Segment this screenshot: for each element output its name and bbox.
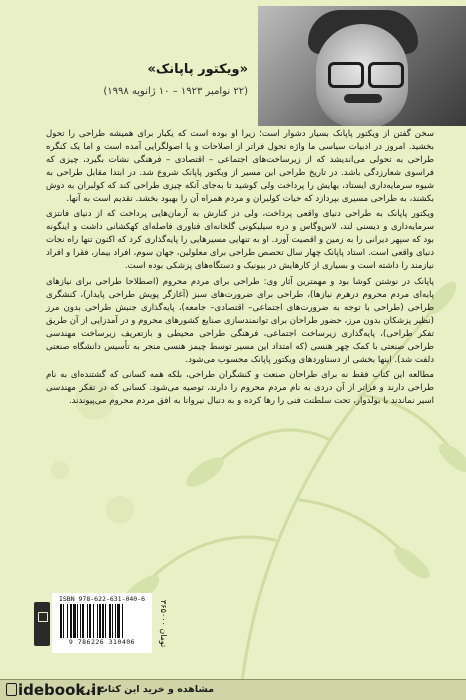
isbn-text: ISBN 978-622-631-040-6 — [58, 595, 146, 603]
footer-tagline: مشاهده و خرید این کتاب در: — [80, 684, 214, 695]
footer-bar — [0, 679, 466, 700]
barcode — [52, 593, 152, 653]
description-paragraph-3: پاپانک در نوشتن کوشا بود و مهمترین آثار وی: طراحی برای مردم محروم (اصطلاحا طراحی برای نیازهای پایه‌ای مردم محروم درهرم نیازها)، طراحی برای ضرورت‌های سبز (آغازگر پویش طراحی پایدار)، کنشگری طراحی (طراحی با توجه به ضرورت‌های اجتماعی– اقتصادی– جامعه)، پایه‌گذاری جنبش طراحی بدون مرز (نظیر پزشکان بدون مرز، حضور طراحان برای توانمندسازی صنایع کشورهای محروم و در آمدزایی از آن طریق تفکر طراحی)، پایه‌گذاری زیرساخت اجتماعی، فرهنگی طراحی محیطی و بازتعریف زیرساخت مهندسی طراحی صنعتی با کمک چهر هنسی (که امتداد این مسیر توسط چیمز هنسی منجر به تأسیس دانشگاه صنعتی دلفت شد). اینها بخشی از دستاوردهای ویکتور پاپانک محسوب می‌شود. — [46, 276, 434, 365]
barcode-bars — [58, 604, 146, 638]
site-name-text: idebook.ir — [18, 681, 104, 699]
author-dates: (۲۲ نوامبر ۱۹۲۳ – ۱۰ ژانویه ۱۹۹۸) — [103, 86, 248, 97]
publisher-logo — [34, 602, 50, 646]
price-label: ۳۶۵۰۰۰ تومان — [159, 600, 168, 648]
description-paragraph-2: ویکتور پاپانک به طراحی دنیای واقعی پرداخت، ولی در کنارش به آرمان‌هایی پرداخت که از دنیای فانتزی سرمایه‌داری و دیسنی لند، لاس‌وگاس و دره سیلیکونی گلخانه‌ای فناوری فاصله‌ای کهکشانی داشت و اینگونه بود که سپهر دیرانی را به زمین و اقصیت آورد. او به تنهایی مسیرهایی را پایه‌گذاری کرد که اکنون تنها راه نجات دنیای واقعی است. استاد پاپانک چهار سال تحصص طراحی برای معلولین، جهان سوم، افراد بیمار، فقرا و افراد نیازمند را داشته است و بسیاری از کارهایش در بیونیک و دستگاه‌های پزشکی بوده است. — [46, 209, 434, 272]
barcode-digits: 9 786226 310406 — [68, 638, 136, 646]
description-paragraph-1: سخن گفتن از ویکتور پاپانک بسیار دشوار است؛ زیرا او بوده است که یکبار برای همیشه طراحی را تحول بخشید. امروز در ادبیات سیاسی ما واژه تحول فراتر از اصلاحات و یا اصولگرایی آمده است و اما یک کنگره طراحی به تحولی می‌اندیشد که از زیرساخت‌های اجتماعی – اقتصادی – فرهنگی نشات بگیرد، چیزی که فراسوی شعارزدگی باشد. در تاریخ طراحی این مسیر از ویکتور پاپانک شروع شد. در ابتدا مقابل طراحی به شیوه سرمایه‌داری ایستاد، بهایش را پرداخت ولی کوشید تا به‌جای آنکه چیزی طراحی کند که کولبران به دوش بکشند، به طراحی مسیری بپردازد که حیات کولبران و مردم همراه آن را بهبود بخشد. تقدیم است به آنها. — [46, 129, 434, 205]
book-icon — [6, 683, 17, 696]
cover-description — [46, 128, 434, 408]
description-paragraph-4: مطالعه این کتاب فقط نه برای طراحان صنعت و کنشگران طراحی، بلکه همه کسانی که گشتنده‌ای به نام طراحی دارند و فراتر از آن دردی به نام مردم محروم را دارند، توصیه می‌شود. کسانی که در تفکر مهندسی اسیر نماندند با بولدوار، تحت سلطنت فنی را رها کرده و به دنبال نیروانا به افق مردم محروم می‌پیوندند. — [46, 369, 434, 406]
author-name: «ویکتور پاپانک» — [147, 62, 248, 77]
author-portrait — [258, 6, 466, 126]
